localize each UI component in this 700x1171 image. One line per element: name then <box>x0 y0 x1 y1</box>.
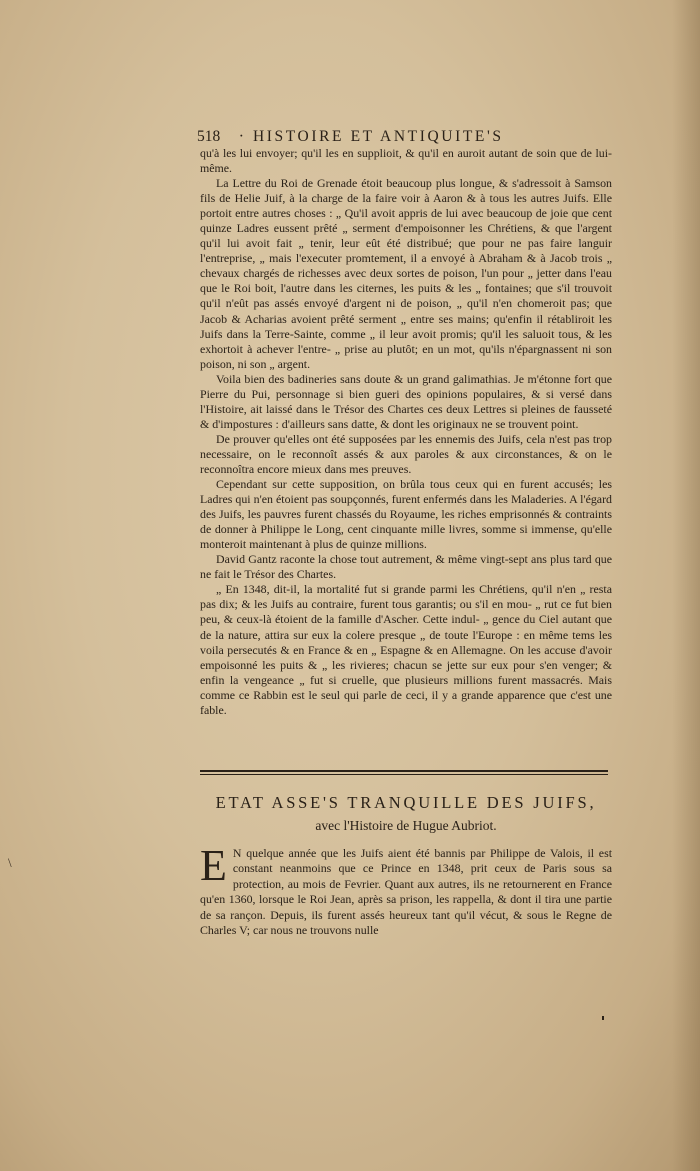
page-number: 518 <box>197 128 221 145</box>
chapter-text: N quelque année que les Juifs aient été bannis par Philippe de Valois, il est constant neanmoins que ce Prince en 1348, prit ceux de Paris sous sa protection, au mois de Fevrier. Quant aux autres, ils ne retournerent en France qu'en 1360, lorsque le Roi Jean, après sa prison, les rappella, & dont il tira une partie de sa rançon. Depuis, ils furent assés heureux tant qu'il vécut, & sous le Regne de Charles V; car nous ne trouvons nulle <box>200 846 612 938</box>
paragraph: „ En 1348, dit-il, la mortalité fut si grande parmi les Chrétiens, qu'il n'en „ resta pas dix; & les Juifs au contraire, furent tous garantis; ou s'il en mou- „ rut ce fut bien peu, & ceux-là étoient de la famille d'Ascher. Cette indul- „ gence du Ciel autant que de la nature, attira sur eux la colere presque „ de toute l'Europe : en même tems les voila persecutés & en France & en „ Espagne & en Allemagne. On les accuse d'avoir empoisonné les puits & „ les rivieres; chacun se jette sur eux pour s'en venger; & enfin la vengeance „ fut si cruelle, que plusieurs millions furent massacrés. Mais comme ce Rabbin est le seul qui parle de ceci, il y a grande apparence que c'est une fable. <box>200 582 612 717</box>
section-title: ETAT ASSE'S TRANQUILLE DES JUIFS, <box>215 793 597 812</box>
section-divider <box>200 770 608 772</box>
paragraph: La Lettre du Roi de Grenade étoit beaucoup plus longue, & s'adressoit à Samson fils de Helie Juif, à la charge de la faire voir à Aaron & à tous les autres Juifs. Elle portoit entre autres choses : „ Qu'il avoit appris de lui avec beaucoup de joie que cent quinze Ladres eussent prêté „ serment d'empoisonner les Chrétiens, & que l'argent qu'il lui avoit fait „ tenir, leur eût été distribué; que pour ne pas faire languir l'entreprise, „ mais l'executer promtement, il a envoyé à Abraham & à Jacob trois „ chevaux chargés de richesses avec deux sortes de poison, l'un pour „ jetter dans l'eau que le Roi boit, l'autre dans les citernes, les puits & les „ fontaines; que s'il trouvoit qu'il n'eût pas assés envoyé d'argent ni de poison, „ qu'il n'en chomeroit pas; que Jacob & Acharias avoient prêté serment „ entre ses mains; qu'enfin il rétabliroit les Juifs dans la Terre-Sainte, comme „ il leur avoit promis; qu'il les saluoit tous, & les exhortoit à achever l'entre- „ prise au plutôt; en un mot, qu'ils n'épargnassent ni son poison, ni son „ argent. <box>200 176 612 371</box>
paragraph: David Gantz raconte la chose tout autrement, & même vingt-sept ans plus tard que ne fait le Trésor des Chartes. <box>200 552 612 582</box>
running-title: HISTOIRE ET ANTIQUITE'S <box>252 128 504 145</box>
margin-mark: \ <box>8 855 12 870</box>
chapter-opening <box>200 841 612 938</box>
paragraph: Cependant sur cette supposition, on brûla tous ceux qui en furent accusés; les Ladres qui n'en étoient pas soupçonnés, furent enfermés dans les Maladeries. A l'égard des Juifs, les pauvres furent chassés du Royaume, les riches emprisonnés & contraints de donner à Philippe le Long, cent cinquante mille livres, somme si immense, qu'elle monteroit maintenant à plus de quinze millions. <box>200 477 612 552</box>
body-text <box>200 146 612 718</box>
drop-cap: E <box>200 841 227 890</box>
paragraph: qu'à les lui envoyer; qu'il les en supplioit, & qu'il en auroit autant de soin que de lui-même. <box>200 146 612 176</box>
header-separator: · <box>238 128 247 145</box>
ink-speck <box>602 1016 604 1020</box>
section-divider-thin <box>200 774 608 775</box>
paragraph: Voila bien des badineries sans doute & un grand galimathias. Je m'étonne fort que Pierre du Pui, personnage si bien gueri des opinions populaires, & si versé dans l'Histoire, ait laissé dans le Trésor des Chartes ces deux Lettres si pleines de fausseté & d'impostures : d'ailleurs sans datte, & dont les originaux ne se trouvent point. <box>200 371 612 431</box>
section-subtitle: avec l'Histoire de Hugue Aubriot. <box>315 818 497 833</box>
running-header <box>197 128 617 146</box>
paragraph: De prouver qu'elles ont été supposées par les ennemis des Juifs, cela n'est pas trop necessaire, on le reconnoît assés & aux paroles & aux circonstances, & on le reconnoîtra encore mieux dans mes preuves. <box>200 431 612 476</box>
page-edge-shadow <box>672 0 700 1171</box>
